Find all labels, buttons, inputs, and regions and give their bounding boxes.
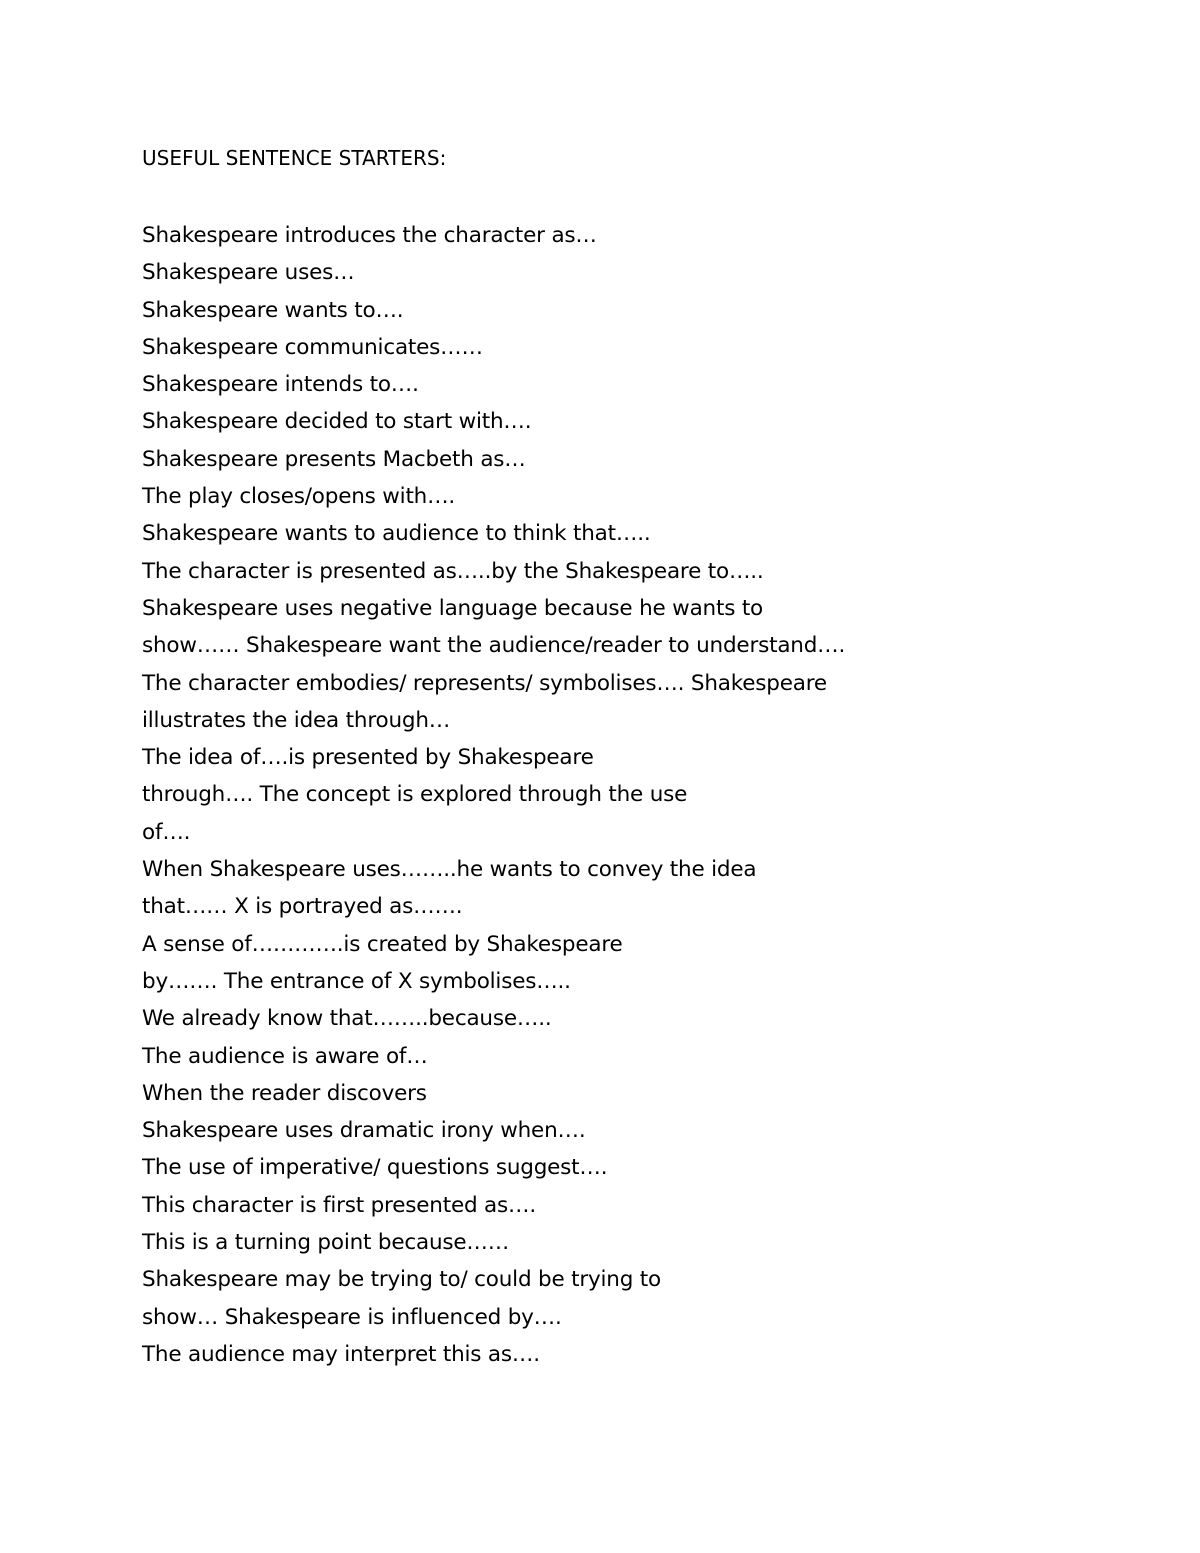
sentence-starter-line: The character is presented as…..by the Shakespeare to….. xyxy=(142,558,764,584)
sentence-starter-line: Shakespeare wants to audience to think that….. xyxy=(142,521,651,547)
sentence-starter-line: that…… X is portrayed as……. xyxy=(142,894,463,920)
document-body xyxy=(142,143,1102,1373)
sentence-starter-line: This is a turning point because…… xyxy=(142,1230,510,1256)
sentence-starter-line: show…… Shakespeare want the audience/reader to understand…. xyxy=(142,633,846,659)
sentence-starter-list xyxy=(142,217,1102,1373)
sentence-starter-line: The audience may interpret this as…. xyxy=(142,1341,540,1367)
sentence-starter-line: The character embodies/ represents/ symbolises…. Shakespeare xyxy=(142,670,827,696)
sentence-starter-line: This character is first presented as…. xyxy=(142,1192,536,1218)
sentence-starter-line: Shakespeare may be trying to/ could be trying to xyxy=(142,1267,661,1293)
sentence-starter-line: Shakespeare intends to…. xyxy=(142,372,419,398)
sentence-starter-line: Shakespeare communicates…… xyxy=(142,334,483,360)
document-heading: USEFUL SENTENCE STARTERS: xyxy=(142,146,447,170)
sentence-starter-line: The idea of….is presented by Shakespeare xyxy=(142,745,594,771)
sentence-starter-line: A sense of………….is created by Shakespeare xyxy=(142,931,623,957)
sentence-starter-line: Shakespeare presents Macbeth as… xyxy=(142,446,526,472)
sentence-starter-line: When Shakespeare uses……..he wants to convey the idea xyxy=(142,857,757,883)
sentence-starter-line: Shakespeare introduces the character as… xyxy=(142,223,597,248)
sentence-starter-line: of…. xyxy=(142,819,191,845)
sentence-starter-line: The audience is aware of… xyxy=(142,1043,428,1069)
sentence-starter-line: Shakespeare uses… xyxy=(142,260,355,286)
sentence-starter-line: Shakespeare wants to…. xyxy=(142,297,404,323)
sentence-starter-line: Shakespeare uses dramatic irony when…. xyxy=(142,1118,586,1144)
sentence-starter-line: through…. The concept is explored through the use xyxy=(142,782,688,808)
sentence-starter-line: When the reader discovers xyxy=(142,1080,427,1106)
sentence-starter-line: The use of imperative/ questions suggest…. xyxy=(142,1155,608,1181)
sentence-starter-line: illustrates the idea through… xyxy=(142,707,451,733)
sentence-starter-line: We already know that……..because….. xyxy=(142,1006,552,1032)
sentence-starter-line: by……. The entrance of X symbolises….. xyxy=(142,968,571,994)
sentence-starter-line: show… Shakespeare is influenced by…. xyxy=(142,1304,562,1330)
sentence-starter-line: The play closes/opens with…. xyxy=(142,484,456,510)
sentence-starter-line: Shakespeare decided to start with…. xyxy=(142,409,532,435)
sentence-starter-line: Shakespeare uses negative language because he wants to xyxy=(142,595,764,621)
